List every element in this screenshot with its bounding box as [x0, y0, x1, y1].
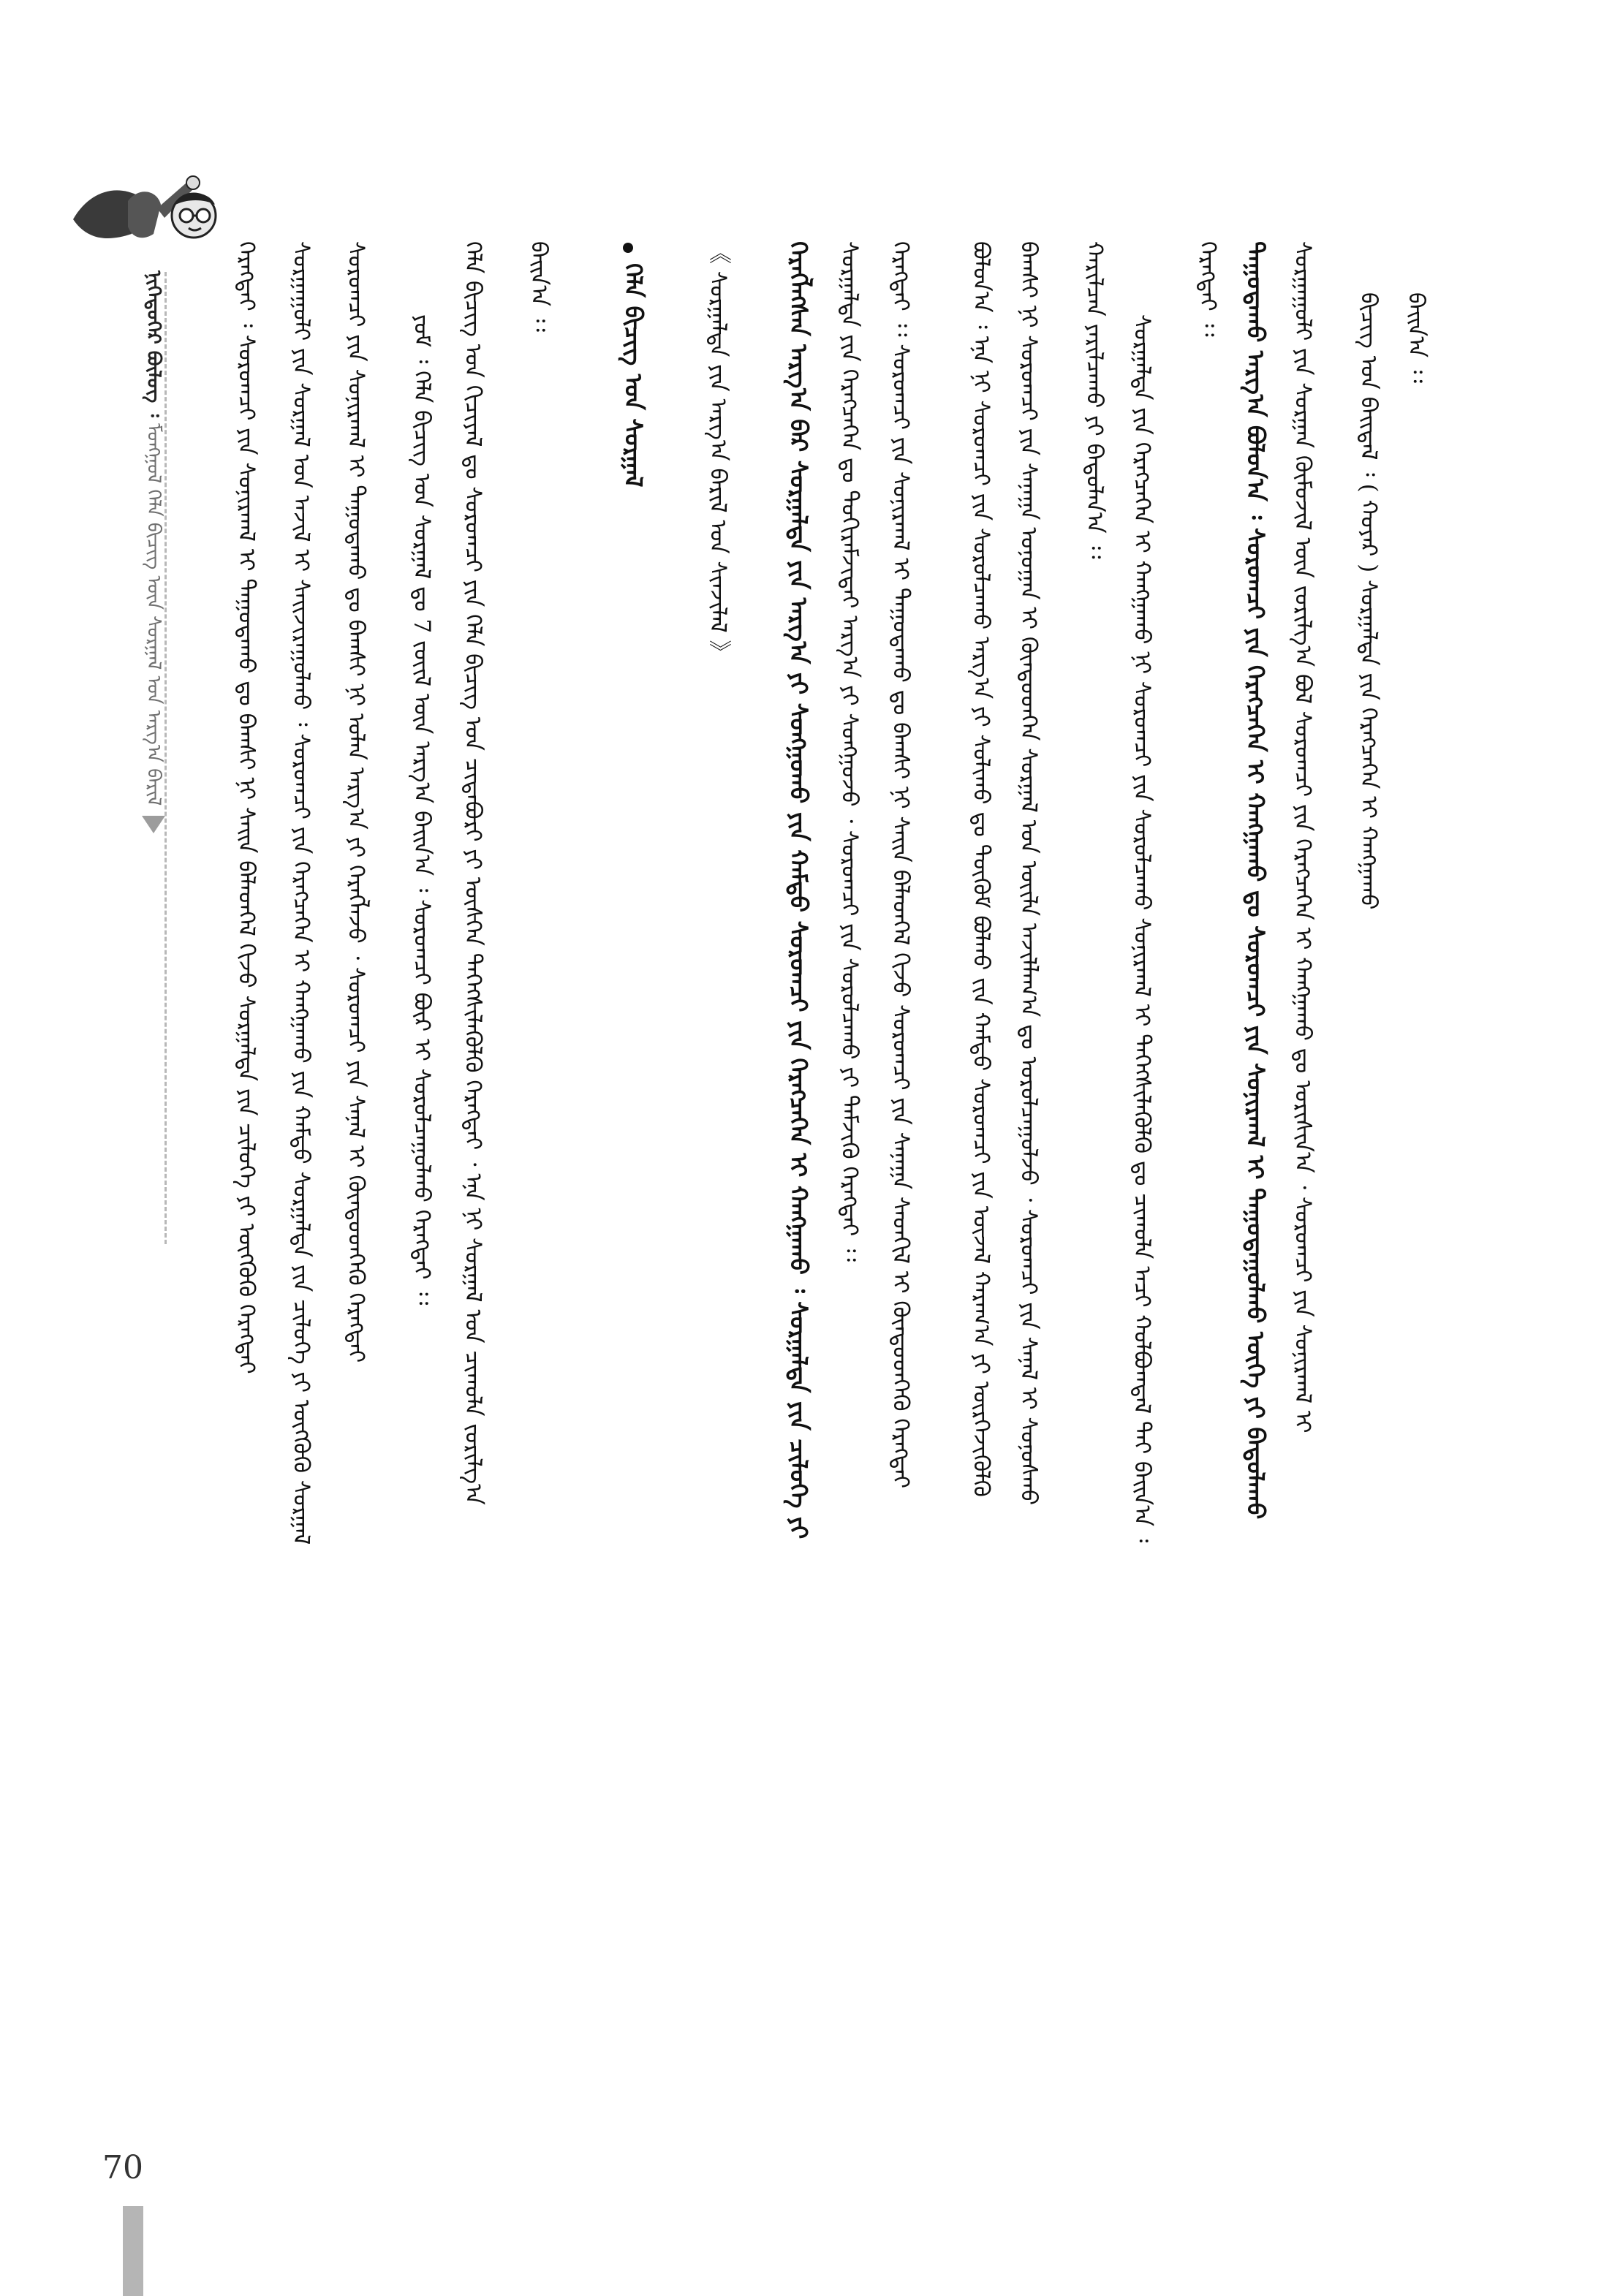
flying-boy-mascot [58, 132, 227, 256]
text-column-17: ᠶᠤᠮ ᠄ ᠬᠡᠯᠡ ᠪᠢᠴᠢᠭ ᠤᠨ ᠰᠤᠷᠭᠠᠯ ᠳᠤ 7 ᠵᠦᠢᠯ ᠦᠨ ᠠᠷᠭ᠎ᠠ ᠪᠠᠢᠨ᠎ᠠ ᠄ ᠰᠤᠷᠤᠭᠴᠢ ᠪᠦᠷ ᠢ ᠰᠤᠷᠤᠯᠴᠠᠭᠤᠯᠬᠤ ᠬᠡᠷᠡᠭᠲᠡᠢ ᠄᠄ [409, 314, 435, 1306]
section-heading: ᠬᠡᠯᠡ ᠪᠢᠴᠢᠭ ᠤᠨ ᠰᠤᠷᠭᠠᠯ [619, 263, 648, 488]
text-column-16: ᠬᠡᠯᠡ ᠪᠢᠴᠢᠭ ᠤᠨ ᠬᠢᠴᠢᠶᠡᠯ ᠳᠤ ᠰᠤᠷᠤᠭᠴᠢ ᠶᠢᠨ ᠬᠡᠯᠡ ᠪᠢᠴᠢᠭ ᠤᠨ ᠴᠢᠳᠠᠪᠤᠷᠢ ᠶᠢ ᠥᠰᠬᠡᠨ ᠳᠡᠭᠡᠭᠰᠢᠯᠡᠭᠦᠯᠬᠦ ᠬᠡᠷᠡᠭᠲᠡᠢ ᠂ ᠡᠨᠡ ᠨᠢ ᠰᠤᠷᠭᠠᠯ ᠤᠨ ᠴᠢᠬᠤᠯᠠ ᠵᠣᠷᠢᠯᠭ᠎ᠠ [460, 241, 486, 1505]
text-column-5: ᠬᠡᠷᠡᠭᠲᠡᠢ ᠄᠄ [1195, 241, 1221, 337]
text-column-18: ᠰᠤᠷᠤᠭᠴᠢ ᠶᠢᠨ ᠰᠣᠨᠢᠷᠬᠠᠯ ᠢ ᠳᠠᠭᠤᠳᠠᠬᠤ ᠳᠤ ᠪᠠᠭᠰᠢ ᠨᠢ ᠣᠯᠠᠨ ᠠᠷᠭ᠎ᠠ ᠶᠢ ᠬᠡᠷᠡᠭᠯᠡᠵᠦ ᠂ ᠰᠤᠷᠤᠭᠴᠢ ᠶᠢᠨ ᠰᠠᠨᠠᠯ ᠢ ᠬᠦᠨᠳᠦᠳᠬᠡᠬᠦ ᠬᠡᠷᠡᠭᠲᠡᠢ [343, 241, 369, 1363]
text-column-2: ᠪᠢᠴᠢᠭ ᠤᠨ ᠪᠠᠢᠳᠠᠯ ᠄ ( ᠬᠣᠶᠠᠷ ) ᠰᠤᠷᠭᠠᠯᠲᠠ ᠶᠢᠨ ᠬᠡᠷᠡᠭᠴᠡᠭᠡᠨ ᠢ ᠬᠠᠩᠭᠠᠬᠤ [1355, 292, 1382, 910]
text-column-4: ᠳᠠᠭᠤᠳᠠᠬᠤ ᠠᠷᠭ᠎ᠠ ᠪᠣᠯᠤᠨ᠎ᠠ ᠄ ᠰᠤᠷᠤᠭᠴᠢ ᠶᠢᠨ ᠬᠡᠷᠡᠭᠴᠡᠭᠡᠨ ᠢ ᠬᠠᠩᠭᠠᠬᠤ ᠳᠤ ᠰᠤᠷᠤᠭᠴᠢ ᠶᠢᠨ ᠰᠣᠨᠢᠷᠬᠠᠯ ᠢ ᠳᠠᠭᠤᠳᠠᠭᠤᠯᠬᠤ ᠦᠭᠡ ᠶᠢ ᠪᠠᠲᠤᠯᠠᠬᠤ [1241, 241, 1270, 1520]
section-bullet [623, 243, 633, 253]
text-column-1: ᠪᠠᠢ᠌ᠨ᠎ᠠ ᠄᠄ [1403, 292, 1429, 383]
running-header [139, 270, 168, 1272]
text-column-13: 《 ᠰᠤᠷᠭᠠᠯᠲᠠ ᠶᠢᠨ ᠠᠷᠭ᠎ᠠ ᠪᠠᠷᠢᠯ ᠤᠨ ᠰᠢᠨᠵᠢᠯᠡᠯ 》 [705, 241, 731, 663]
page-edge-tab [123, 2206, 143, 2296]
text-column-20: ᠬᠡᠷᠡᠭᠲᠡᠢ ᠄ ᠰᠤᠷᠤᠭᠴᠢ ᠶᠢᠨ ᠰᠣᠨᠢᠷᠬᠠᠯ ᠢ ᠳᠠᠭᠤᠳᠠᠬᠤ ᠳᠤ ᠪᠠᠭᠰᠢ ᠨᠢ ᠰᠠᠢᠨ ᠪᠡᠯᠡᠳᠬᠡᠯ ᠬᠢᠵᠦ ᠰᠤᠷᠭᠠᠯᠲᠠ ᠶᠢᠨ ᠴᠢᠯᠦᠭᠡ ᠶᠢ ᠥᠭᠭᠦᠬᠦ ᠬᠡᠷᠡᠭᠲᠡᠢ [233, 241, 260, 1374]
text-column-11: ᠰᠤᠷᠭᠠᠯᠲᠠ ᠶᠢᠨ ᠬᠡᠷᠡᠭᠴᠡᠭᠡᠨ ᠳᠤ ᠲᠣᠬᠢᠷᠠᠮᠵᠢᠲᠠᠢ ᠠᠷᠭ᠎ᠠ ᠶᠢ ᠰᠣᠩᠭᠣᠵᠤ ᠂ ᠰᠤᠷᠤᠭᠴᠢ ᠶᠢᠨ ᠰᠤᠷᠤᠯᠴᠠᠬᠤ ᠶᠢ ᠳᠡᠮᠵᠢᠬᠦ ᠬᠡᠷᠡᠭᠲᠡᠢ ᠄᠄ [836, 241, 863, 1262]
text-column-12: ᠬᠡᠷᠡᠭᠯᠡᠭᠰᠡᠨ ᠠᠷᠭ᠎ᠠ ᠪᠠᠷ ᠰᠤᠷᠭᠠᠯᠲᠠ ᠶᠢᠨ ᠠᠷᠭ᠎ᠠ ᠶᠢ ᠰᠣᠩᠭᠣᠬᠤ ᠶᠢᠨ ᠬᠠᠮᠲᠤ ᠰᠤᠷᠤᠭᠴᠢ ᠶᠢᠨ ᠬᠡᠷᠡᠭᠴᠡᠭᠡᠨ ᠢ ᠬᠠᠩᠭᠠᠬᠤ ᠄ ᠰᠤᠷᠭᠠᠯᠲᠠ ᠶᠢᠨ ᠴᠢᠯᠦᠭᠡ ᠶᠢ [784, 241, 813, 1539]
running-header-arrow-icon [142, 816, 165, 833]
text-column-8: ᠪᠠᠭᠰᠢ ᠨᠢ ᠰᠤᠷᠤᠭᠴᠢ ᠶᠢᠨ ᠰᠠᠨᠠᠭᠠ ᠣᠨᠣᠭᠠᠨ ᠢ ᠬᠦᠨᠳᠦᠳᠬᠡᠨ ᠰᠤᠷᠭᠠᠯ ᠤᠨ ᠦᠢᠯᠡ ᠠᠵᠢᠯᠯᠠᠭ᠎ᠠ ᠳᠤ ᠣᠷᠣᠯᠴᠠᠭᠤᠯᠵᠤ ᠂ ᠰᠤᠷᠤᠭᠴᠢ ᠶᠢᠨ ᠰᠠᠨᠠᠯ ᠢ ᠰᠣᠨᠣᠰᠬᠤ [1015, 241, 1042, 1506]
text-column-9: ᠪᠣᠯᠤᠨ᠎ᠠ ᠄ ᠡᠨᠡ ᠨᠢ ᠰᠤᠷᠤᠭᠴᠢ ᠶᠢᠨ ᠰᠤᠷᠤᠯᠴᠠᠬᠤ ᠠᠷᠭ᠎ᠠ ᠶᠢ ᠰᠣᠯᠢᠬᠤ ᠳᠤ ᠳᠥᠭᠥᠮ ᠪᠣᠯᠬᠤ ᠵᠢᠨ ᠬᠠᠮᠲᠤ ᠰᠤᠷᠤᠭᠴᠢ ᠶᠢᠨ ᠦᠵᠡᠯ ᠬᠠᠷᠠᠭ᠎ᠠ ᠶᠢ ᠥᠷᠭᠡᠵᠢᠭᠦᠯᠬᠦ [968, 241, 994, 1497]
text-column-10: ᠬᠡᠷᠡᠭᠲᠡᠢ ᠄᠄ ᠰᠤᠷᠤᠭᠴᠢ ᠶᠢᠨ ᠰᠣᠨᠢᠷᠬᠠᠯ ᠢ ᠳᠠᠭᠤᠳᠠᠬᠤ ᠳᠤ ᠪᠠᠭᠰᠢ ᠨᠢ ᠰᠠᠢᠨ ᠪᠡᠯᠡᠳᠬᠡᠯ ᠬᠢᠵᠦ ᠰᠤᠷᠤᠭᠴᠢ ᠶᠢᠨ ᠰᠠᠨᠠᠭᠠ ᠰᠡᠳᠬᠢᠯ ᠢ ᠬᠦᠨᠳᠦᠳᠬᠡᠬᠦ ᠬᠡᠷᠡᠭᠲᠡᠢ [888, 241, 914, 1489]
text-column-7: ᠬᠠᠷᠢᠯᠴᠠᠨ ᠶᠠᠷᠢᠯᠴᠠᠬᠤ ᠶᠢ ᠪᠠᠲᠤᠯᠠᠨ᠎ᠠ ᠄᠄ [1081, 241, 1108, 559]
text-column-6: ᠰᠤᠷᠭᠠᠯᠲᠠ ᠶᠢᠨ ᠬᠡᠷᠡᠭᠴᠡᠭᠡᠨ ᠢ ᠬᠠᠩᠭᠠᠬᠤ ᠨᠢ ᠰᠤᠷᠤᠭᠴᠢ ᠶᠢᠨ ᠰᠤᠷᠤᠯᠴᠠᠬᠤ ᠰᠣᠨᠢᠷᠬᠠᠯ ᠢ ᠳᠡᠭᠡᠭᠰᠢᠯᠡᠭᠦᠯᠬᠦ ᠳᠤ ᠴᠢᠬᠤᠯᠠ ᠠᠴᠢ ᠬᠣᠯᠪᠣᠭᠳᠠᠯ ᠲᠠᠢ ᠪᠠᠢᠨ᠎ᠠ ᠄ [1129, 314, 1155, 1543]
text-column-15: ᠪᠠᠢ᠌ᠨ᠎ᠠ ᠄᠄ [526, 241, 552, 332]
page-number: 70 [102, 2149, 143, 2186]
text-column-19: ᠰᠤᠷᠭᠠᠭᠤᠯᠢ ᠶᠢᠨ ᠰᠤᠷᠭᠠᠯ ᠤᠨ ᠠᠵᠢᠯ ᠢ ᠰᠠᠢᠵᠢᠷᠠᠭᠤᠯᠬᠤ ᠄ ᠰᠤᠷᠤᠭᠴᠢ ᠶᠢᠨ ᠬᠡᠷᠡᠭᠴᠡᠭᠡᠨ ᠢ ᠬᠠᠩᠭᠠᠬᠤ ᠶᠢᠨ ᠬᠠᠮᠲᠤ ᠰᠤᠷᠭᠠᠯᠲᠠ ᠶᠢᠨ ᠴᠢᠯᠦᠭᠡ ᠶᠢ ᠥᠭᠭᠦᠬᠦ ᠰᠤᠷᠭᠠᠯ [288, 241, 314, 1545]
running-header-section: ᠮᠣᠩᠭᠣᠯ ᠬᠡᠯᠡ ᠪᠢᠴᠢᠭ᠌ ᠦᠨ ᠰᠤᠷᠭᠠᠯ ᠤᠨ ᠠᠷᠭ᠎ᠠ ᠪᠠᠷᠢᠯ [143, 423, 164, 806]
running-header-chapter: ᠨᠢᠭᠡᠳᠦᠭᠡᠷ ᠪᠦᠯᠦᠭ ᠄ [143, 270, 164, 417]
text-column-3: ᠰᠤᠷᠭᠠᠭᠤᠯᠢ ᠶᠢᠨ ᠰᠤᠷᠭᠠᠨ ᠬᠦᠮᠦᠵᠢᠯ ᠦᠨ ᠵᠣᠷᠢᠯᠭ᠎ᠠ ᠪᠣᠯ ᠰᠤᠷᠤᠭᠴᠢ ᠶᠢᠨ ᠬᠡᠷᠡᠭᠴᠡᠭᠡᠨ ᠢ ᠬᠠᠩᠭᠠᠬᠤ ᠳᠤ ᠣᠷᠢᠰᠢᠨ᠎ᠠ ᠂ ᠰᠤᠷᠤᠭᠴᠢ ᠶᠢᠨ ᠰᠣᠨᠢᠷᠬᠠᠯ ᠢ [1290, 241, 1316, 1433]
